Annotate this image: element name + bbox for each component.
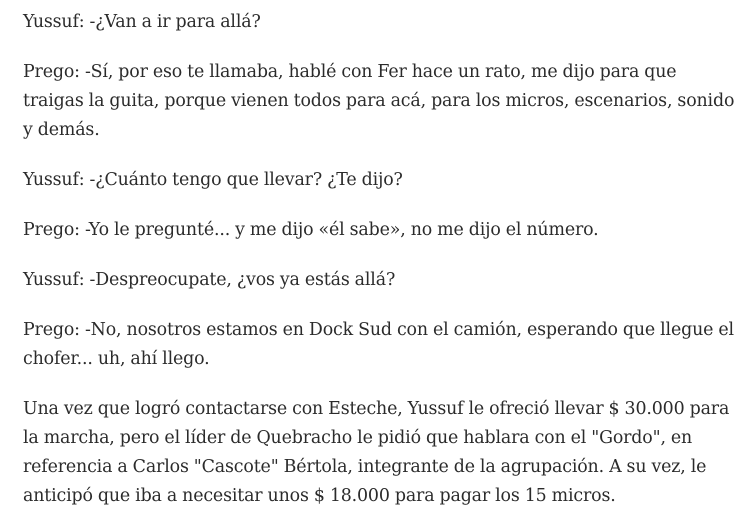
dialogue-line-prego-1: Prego: -Sí, por eso te llamaba, hablé con Fer hace un rato, me dijo para que traigas la guita, porque vienen todos para acá, para los micros, escenarios, sonido y demás. [23, 62, 735, 140]
dialogue-line-yussuf-3: Yussuf: -Despreocupate, ¿vos ya estás allá? [23, 270, 396, 290]
dialogue-line-prego-2: Prego: -Yo le pregunté... y me dijo «él sabe», no me dijo el número. [23, 220, 599, 240]
dialogue-line-yussuf-2: Yussuf: -¿Cuánto tengo que llevar? ¿Te dijo? [23, 170, 403, 190]
narrative-paragraph: Una vez que logró contactarse con Esteche, Yussuf le ofreció llevar $ 30.000 para la marcha, pero el líder de Quebracho le pidió que hablara con el "Gordo", en referencia a Carlos "Cascote" Bértola, integrante de la agrupación. A su vez, le anticipó que iba a necesitar unos $ 18.000 para pagar los 15 micros. [23, 399, 730, 506]
dialogue-line-yussuf-1: Yussuf: -¿Van a ir para allá? [23, 12, 261, 32]
dialogue-line-prego-3: Prego: -No, nosotros estamos en Dock Sud con el camión, esperando que llegue el chofer... uh, ahí llego. [23, 320, 734, 369]
article-body [23, 8, 739, 532]
